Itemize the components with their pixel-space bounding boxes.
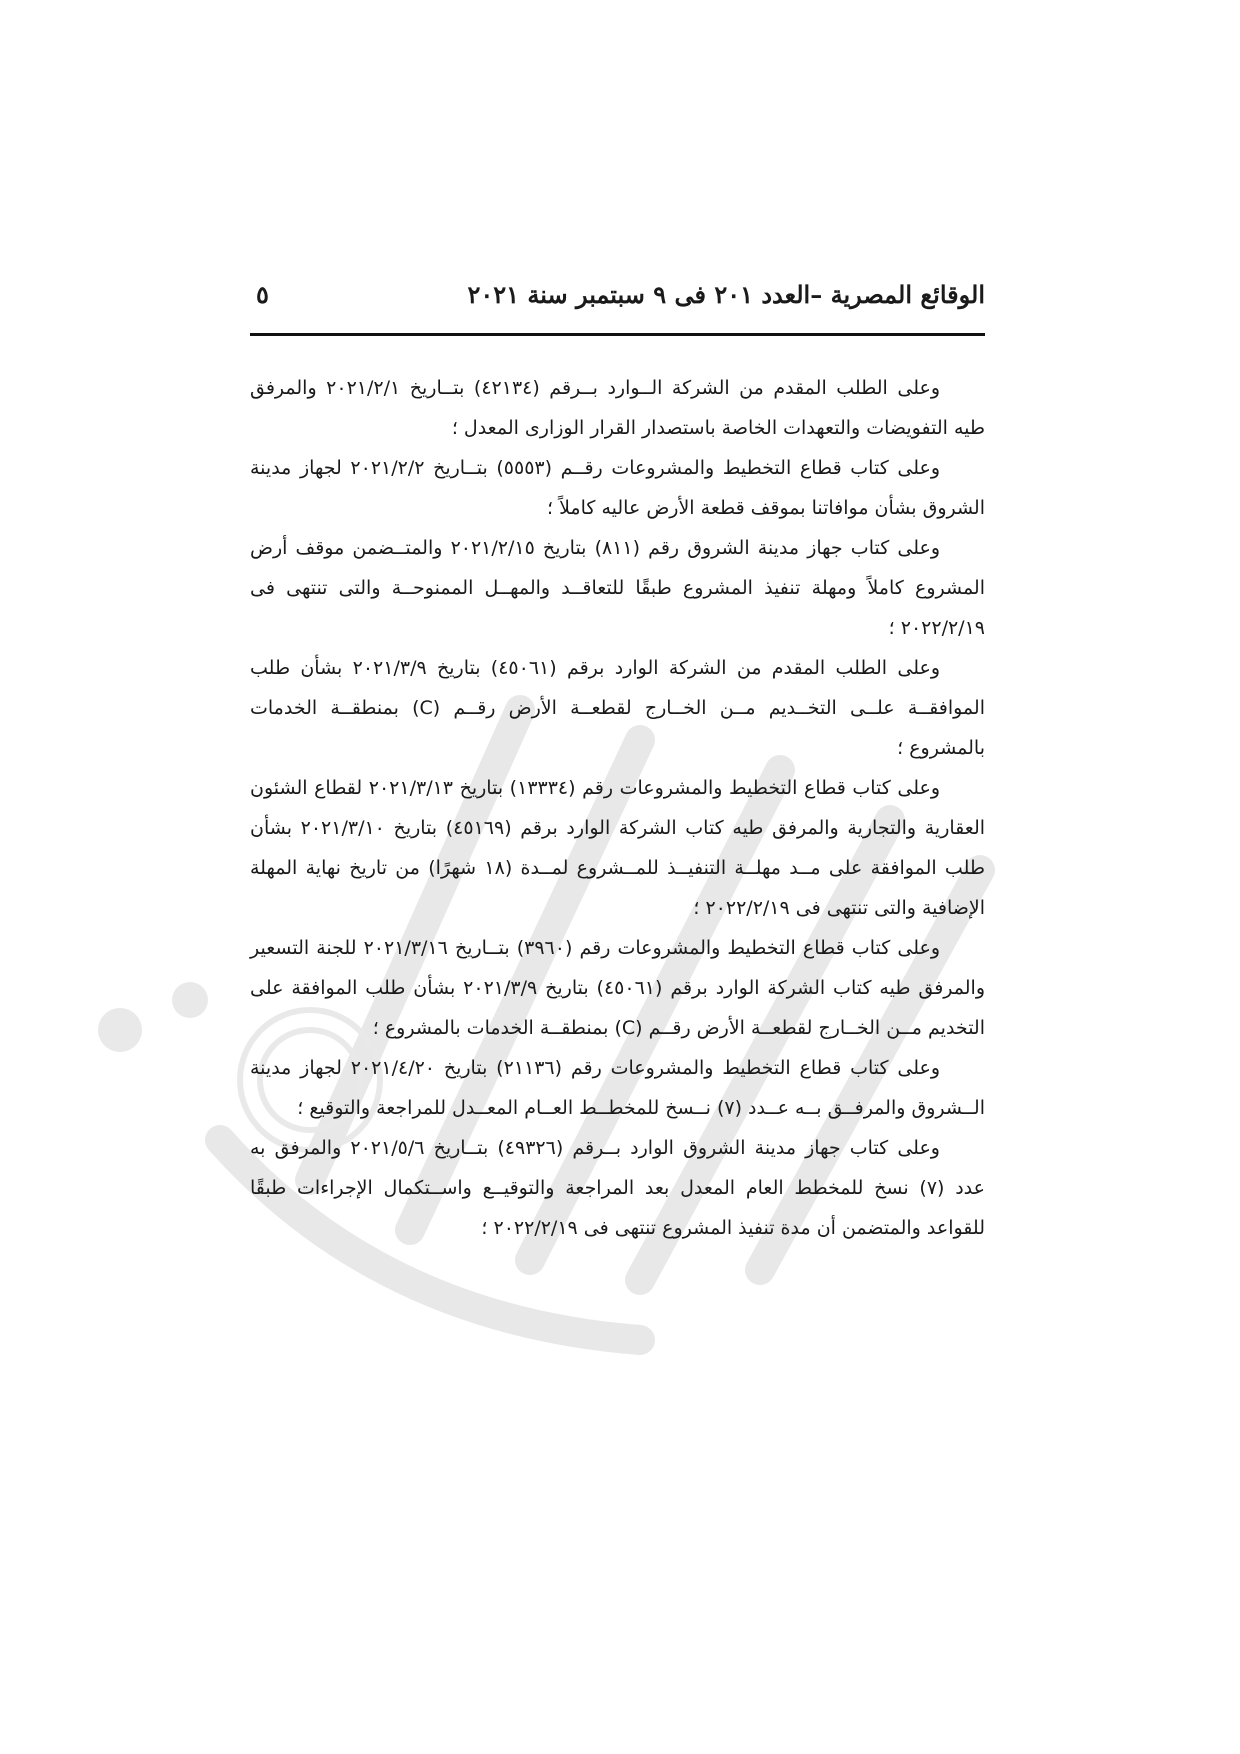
- paragraph: وعلى كتاب قطاع التخطيط والمشروعات رقم (١٣٣٣٤) بتاريخ ٢٠٢١/٣/١٣ لقطاع الشئون العقارية والتجارية والمرفق طيه كتاب الشركة الوارد برقم (٤٥١٦٩) بتاريخ ٢٠٢١/٣/١٠ بشأن طلب الموافقة على مــد مهلــة التنفيــذ للمــشروع لمــدة (١٨ شهرًا) من تاريخ نهاية المهلة الإضافية والتى تنتهى فى ٢٠٢٢/٢/١٩ ؛: [250, 777, 986, 919]
- paragraph: وعلى كتاب قطاع التخطيط والمشروعات رقم (٣٩٦٠) بتــاريخ ٢٠٢١/٣/١٦ للجنة التسعير والمرفق طيه كتاب الشركة الوارد برقم (٤٥٠٦١) بتاريخ ٢٠٢١/٣/٩ بشأن طلب الموافقة على التخديم مــن الخــارج لقطعــة الأرض رقــم (C) بمنطقــة الخدمات بالمشروع ؛: [250, 937, 985, 1039]
- page-number: ٥: [256, 280, 269, 309]
- document-body: [250, 368, 985, 1248]
- paragraph: وعلى الطلب المقدم من الشركة الوارد برقم (٤٥٠٦١) بتاريخ ٢٠٢١/٣/٩ بشأن طلب الموافقــة علــى التخــديم مــن الخــارج لقطعــة الأرض رقــم (C) بمنطقــة الخدمات بالمشروع ؛: [250, 657, 985, 759]
- header-divider: [250, 333, 985, 336]
- paragraph: وعلى الطلب المقدم من الشركة الــوارد بــرقم (٤٢١٣٤) بتــاريخ ٢٠٢١/٢/١ والمرفق طيه التفويضات والتعهدات الخاصة باستصدار القرار الوزارى المعدل ؛: [250, 377, 985, 439]
- paragraph: وعلى كتاب جهاز مدينة الشروق رقم (٨١١) بتاريخ ٢٠٢١/٢/١٥ والمتــضمن موقف أرض المشروع كاملاً ومهلة تنفيذ المشروع طبقًا للتعاقــد والمهــل الممنوحــة والتى تنتهى فى ٢٠٢٢/٢/١٩ ؛: [250, 537, 985, 639]
- paragraph: وعلى كتاب قطاع التخطيط والمشروعات رقــم (٥٥٥٣) بتــاريخ ٢٠٢١/٢/٢ لجهاز مدينة الشروق بشأن موافاتنا بموقف قطعة الأرض عاليه كاملاً ؛: [250, 457, 985, 519]
- gazette-title: الوقائع المصرية –العدد ٢٠١ فى ٩ سبتمبر سنة ٢٠٢١: [467, 280, 985, 309]
- page-header: [250, 270, 985, 320]
- paragraph: وعلى كتاب جهاز مدينة الشروق الوارد بــرقم (٤٩٣٢٦) بتــاريخ ٢٠٢١/٥/٦ والمرفق به عدد (٧) نسخ للمخطط العام المعدل بعد المراجعة والتوقيــع واســتكمال الإجراءات طبقًا للقواعد والمتضمن أن مدة تنفيذ المشروع تنتهى فى ٢٠٢٢/٢/١٩ ؛: [250, 1137, 985, 1239]
- paragraph: وعلى كتاب قطاع التخطيط والمشروعات رقم (٢١١٣٦) بتاريخ ٢٠٢١/٤/٢٠ لجهاز مدينة الــشروق والمرفــق بــه عــدد (٧) نــسخ للمخطــط العــام المعــدل للمراجعة والتوقيع ؛: [250, 1057, 985, 1119]
